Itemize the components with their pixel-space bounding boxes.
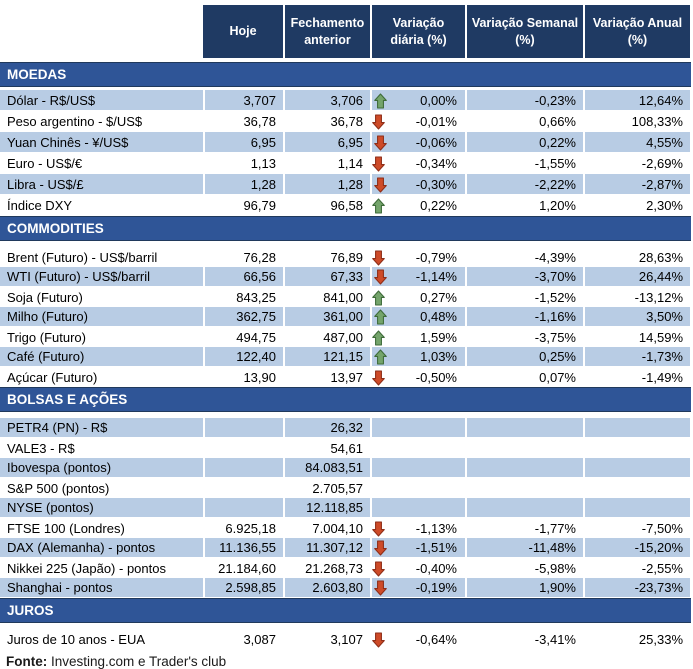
- row-label: FTSE 100 (Londres): [7, 520, 125, 536]
- daily-change-cell: [370, 90, 465, 111]
- hoje-value: 3,087: [243, 632, 276, 647]
- fechamento-value: 12.118,85: [283, 498, 370, 518]
- fechamento-value: 121,15: [283, 347, 370, 367]
- daily-change-value: 0,48%: [420, 309, 457, 324]
- daily-change-value: 1,03%: [420, 349, 457, 364]
- weekly-change-value: [465, 458, 583, 478]
- table-row: [0, 458, 690, 478]
- trend-up-icon: [372, 330, 385, 346]
- daily-change-cell: [370, 111, 465, 132]
- trend-down-icon: [372, 632, 385, 648]
- section-header: BOLSAS E AÇÕES: [0, 387, 691, 412]
- table-row: [0, 629, 690, 650]
- daily-change-cell: [370, 153, 465, 174]
- annual-change-value: 4,55%: [583, 132, 690, 153]
- fechamento-value: 76,89: [330, 249, 363, 265]
- daily-change-cell: [370, 458, 465, 478]
- table-row: [0, 111, 690, 132]
- fechamento-value: 3,706: [283, 90, 370, 111]
- trend-down-icon: [372, 156, 385, 172]
- hoje-value: 6,95: [203, 132, 283, 153]
- table-row: [0, 247, 690, 267]
- weekly-change-value: 0,66%: [539, 114, 576, 129]
- fechamento-value: 1,28: [283, 174, 370, 195]
- hoje-value: 2.598,85: [203, 578, 283, 598]
- weekly-change-value: 0,07%: [539, 369, 576, 385]
- annual-change-value: [583, 498, 690, 518]
- column-header-fechamento: Fechamento anterior: [283, 5, 370, 58]
- table-row: [0, 195, 690, 216]
- table-row: [0, 418, 690, 438]
- row-label: Ibovespa (pontos): [0, 458, 203, 478]
- table-row: [0, 90, 690, 111]
- annual-change-value: 14,59%: [638, 329, 683, 345]
- trend-up-icon: [372, 290, 385, 306]
- weekly-change-value: -0,23%: [465, 90, 583, 111]
- trend-down-icon: [372, 114, 385, 130]
- trend-down-icon: [372, 250, 385, 266]
- annual-change-value: [583, 478, 690, 498]
- daily-change-cell: [370, 307, 465, 327]
- trend-up-icon: [374, 349, 387, 365]
- daily-change-value: -1,14%: [415, 269, 457, 284]
- row-label: Açúcar (Futuro): [7, 369, 98, 385]
- row-label: Soja (Futuro): [7, 289, 83, 305]
- daily-change-value: -0,40%: [415, 560, 457, 576]
- row-label: NYSE (pontos): [0, 498, 203, 518]
- daily-change-cell: [370, 195, 465, 216]
- fechamento-value: 487,00: [323, 329, 363, 345]
- trend-down-icon: [374, 135, 387, 151]
- table-row: [0, 307, 690, 327]
- daily-change-cell: [370, 287, 465, 307]
- annual-change-value: -1,73%: [583, 347, 690, 367]
- hoje-value: 1,28: [203, 174, 283, 195]
- hoje-value: [203, 458, 283, 478]
- weekly-change-value: -1,16%: [465, 307, 583, 327]
- fechamento-value: 84.083,51: [283, 458, 370, 478]
- fechamento-value: 361,00: [283, 307, 370, 327]
- hoje-value: 3,707: [203, 90, 283, 111]
- table-row: [0, 153, 690, 174]
- annual-change-value: -1,49%: [641, 369, 683, 385]
- hoje-value: [203, 418, 283, 438]
- row-label: Café (Futuro): [0, 347, 203, 367]
- trend-down-icon: [372, 370, 385, 386]
- annual-change-value: 12,64%: [583, 90, 690, 111]
- section-header: JUROS: [0, 598, 691, 623]
- row-label: Dólar - R$/US$: [0, 90, 203, 111]
- annual-change-value: -7,50%: [641, 520, 683, 536]
- corner-cell: [0, 5, 203, 58]
- trend-down-icon: [372, 521, 385, 537]
- daily-change-cell: [370, 174, 465, 195]
- hoje-value: 11.136,55: [203, 538, 283, 558]
- annual-change-value: [583, 418, 690, 438]
- row-label: Índice DXY: [7, 198, 73, 213]
- table-row: [0, 518, 690, 538]
- hoje-value: [203, 478, 283, 498]
- table-row: [0, 558, 690, 578]
- fechamento-value: 6,95: [283, 132, 370, 153]
- row-label: Trigo (Futuro): [7, 329, 86, 345]
- table-row: [0, 478, 690, 498]
- row-label: WTI (Futuro) - US$/barril: [0, 267, 203, 287]
- trend-down-icon: [374, 177, 387, 193]
- column-header-var-anual: Variação Anual (%): [583, 5, 690, 58]
- weekly-change-value: -3,41%: [534, 632, 576, 647]
- daily-change-value: -1,13%: [415, 520, 457, 536]
- fechamento-value: 21.268,73: [305, 560, 363, 576]
- section-rows: [0, 418, 693, 598]
- annual-change-value: 28,63%: [638, 249, 683, 265]
- fechamento-value: 26,32: [283, 418, 370, 438]
- daily-change-value: -0,30%: [415, 176, 457, 192]
- hoje-value: 36,78: [243, 114, 276, 129]
- daily-change-cell: [370, 558, 465, 578]
- table-row: [0, 267, 690, 287]
- weekly-change-value: 0,25%: [465, 347, 583, 367]
- annual-change-value: -15,20%: [583, 538, 690, 558]
- row-label: Yuan Chinês - ¥/US$: [0, 132, 203, 153]
- weekly-change-value: [465, 438, 583, 458]
- daily-change-cell: [370, 267, 465, 287]
- weekly-change-value: -1,55%: [534, 156, 576, 171]
- weekly-change-value: -5,98%: [534, 560, 576, 576]
- daily-change-cell: [370, 347, 465, 367]
- hoje-value: 21.184,60: [218, 560, 276, 576]
- annual-change-value: 25,33%: [638, 632, 683, 647]
- daily-change-value: -0,64%: [415, 632, 457, 647]
- weekly-change-value: -11,48%: [465, 538, 583, 558]
- fechamento-value: 3,107: [330, 632, 363, 647]
- row-label: Brent (Futuro) - US$/barril: [7, 249, 158, 265]
- trend-down-icon: [374, 540, 387, 556]
- daily-change-cell: [370, 367, 465, 387]
- column-header-hoje: Hoje: [203, 5, 283, 58]
- fechamento-value: 1,14: [337, 156, 363, 171]
- hoje-value: [203, 438, 283, 458]
- hoje-value: 76,28: [243, 249, 276, 265]
- fechamento-value: 96,58: [330, 198, 363, 213]
- trend-up-icon: [374, 93, 387, 109]
- daily-change-value: 1,59%: [420, 329, 457, 345]
- section-rows: [0, 247, 693, 387]
- table-row: [0, 498, 690, 518]
- row-label: Euro - US$/€: [7, 156, 83, 171]
- daily-change-cell: [370, 438, 465, 458]
- annual-change-value: -13,12%: [634, 289, 683, 305]
- annual-change-value: -2,69%: [641, 156, 683, 171]
- hoje-value: 122,40: [203, 347, 283, 367]
- weekly-change-value: -1,52%: [534, 289, 576, 305]
- daily-change-value: -0,34%: [415, 156, 457, 171]
- weekly-change-value: 1,90%: [465, 578, 583, 598]
- weekly-change-value: 0,22%: [465, 132, 583, 153]
- annual-change-value: -2,87%: [583, 174, 690, 195]
- daily-change-cell: [370, 418, 465, 438]
- row-label: S&P 500 (pontos): [7, 480, 110, 496]
- source-label: Fonte:: [6, 654, 48, 669]
- row-label: Milho (Futuro): [0, 307, 203, 327]
- daily-change-value: -0,79%: [415, 249, 457, 265]
- column-header-var-diaria: Variação diária (%): [370, 5, 465, 58]
- table-row: [0, 287, 690, 307]
- annual-change-value: [583, 458, 690, 478]
- fechamento-value: 7.004,10: [312, 520, 363, 536]
- daily-change-cell: [370, 132, 465, 153]
- section-rows: [0, 90, 693, 216]
- trend-down-icon: [374, 269, 387, 285]
- table-row: [0, 174, 690, 195]
- hoje-value: [203, 498, 283, 518]
- daily-change-value: -0,19%: [415, 580, 457, 595]
- weekly-change-value: -2,22%: [465, 174, 583, 195]
- daily-change-cell: [370, 578, 465, 598]
- hoje-value: 494,75: [236, 329, 276, 345]
- daily-change-value: 0,22%: [420, 198, 457, 213]
- daily-change-value: -0,50%: [415, 369, 457, 385]
- weekly-change-value: [465, 418, 583, 438]
- hoje-value: 6.925,18: [225, 520, 276, 536]
- table-row: [0, 538, 690, 558]
- daily-change-cell: [370, 498, 465, 518]
- fechamento-value: 2.705,57: [312, 480, 363, 496]
- trend-up-icon: [372, 198, 385, 214]
- table-row: [0, 578, 690, 598]
- hoje-value: 1,13: [250, 156, 276, 171]
- daily-change-value: -1,51%: [415, 540, 457, 555]
- table-row: [0, 347, 690, 367]
- hoje-value: 13,90: [243, 369, 276, 385]
- weekly-change-value: [465, 478, 583, 498]
- row-label: Peso argentino - $/US$: [7, 114, 143, 129]
- fechamento-value: 2.603,80: [283, 578, 370, 598]
- table-header: [0, 5, 690, 58]
- hoje-value: 96,79: [243, 198, 276, 213]
- daily-change-cell: [370, 518, 465, 538]
- annual-change-value: [583, 438, 690, 458]
- fechamento-value: 11.307,12: [283, 538, 370, 558]
- weekly-change-value: -4,39%: [534, 249, 576, 265]
- row-label: PETR4 (PN) - R$: [0, 418, 203, 438]
- table-row: [0, 438, 690, 458]
- source-text: Investing.com e Trader's club: [47, 654, 227, 669]
- annual-change-value: 26,44%: [583, 267, 690, 287]
- trend-up-icon: [374, 309, 387, 325]
- row-label: Shanghai - pontos: [0, 578, 203, 598]
- row-label: Nikkei 225 (Japão) - pontos: [7, 560, 166, 576]
- table-row: [0, 367, 690, 387]
- source-note: [0, 650, 693, 669]
- table-row: [0, 132, 690, 153]
- daily-change-value: 0,00%: [420, 92, 457, 108]
- fechamento-value: 67,33: [283, 267, 370, 287]
- annual-change-value: 108,33%: [631, 114, 683, 129]
- daily-change-value: 0,27%: [420, 289, 457, 305]
- weekly-change-value: 1,20%: [539, 198, 576, 213]
- row-label: Juros de 10 anos - EUA: [7, 632, 146, 647]
- table-row: [0, 327, 690, 347]
- fechamento-value: 54,61: [330, 440, 363, 456]
- weekly-change-value: -3,70%: [465, 267, 583, 287]
- hoje-value: 843,25: [236, 289, 276, 305]
- trend-down-icon: [372, 561, 385, 577]
- annual-change-value: -2,55%: [641, 560, 683, 576]
- section-header: MOEDAS: [0, 62, 691, 87]
- daily-change-cell: [370, 629, 465, 650]
- fechamento-value: 36,78: [330, 114, 363, 129]
- annual-change-value: 2,30%: [646, 198, 683, 213]
- section-header: COMMODITIES: [0, 216, 691, 241]
- hoje-value: 362,75: [203, 307, 283, 327]
- daily-change-cell: [370, 538, 465, 558]
- annual-change-value: 3,50%: [583, 307, 690, 327]
- daily-change-cell: [370, 327, 465, 347]
- daily-change-value: -0,01%: [415, 114, 457, 129]
- row-label: DAX (Alemanha) - pontos: [0, 538, 203, 558]
- weekly-change-value: [465, 498, 583, 518]
- fechamento-value: 841,00: [323, 289, 363, 305]
- weekly-change-value: -1,77%: [534, 520, 576, 536]
- fechamento-value: 13,97: [330, 369, 363, 385]
- daily-change-cell: [370, 478, 465, 498]
- trend-down-icon: [374, 580, 387, 596]
- annual-change-value: -23,73%: [583, 578, 690, 598]
- section-rows: [0, 629, 693, 650]
- table-body: [0, 62, 693, 650]
- weekly-change-value: -3,75%: [534, 329, 576, 345]
- column-header-var-semanal: Variação Semanal (%): [465, 5, 583, 58]
- daily-change-value: -0,06%: [415, 134, 457, 150]
- row-label: VALE3 - R$: [7, 440, 75, 456]
- daily-change-cell: [370, 247, 465, 267]
- hoje-value: 66,56: [203, 267, 283, 287]
- row-label: Libra - US$/£: [0, 174, 203, 195]
